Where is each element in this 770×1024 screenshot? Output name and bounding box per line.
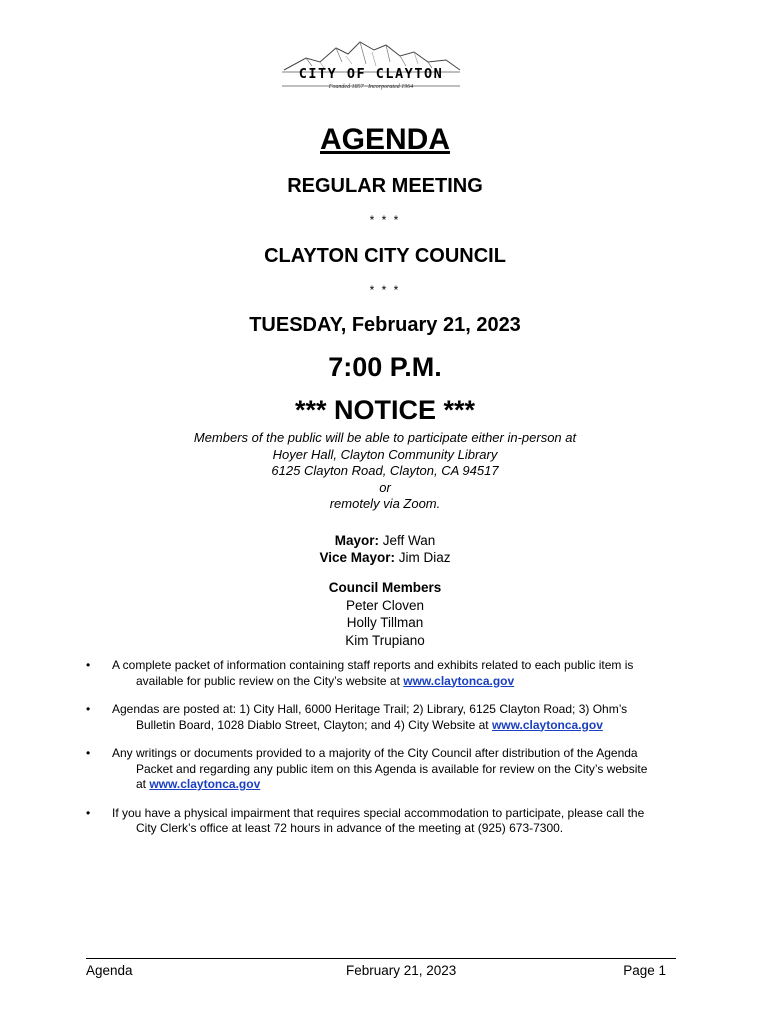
vice-mayor-line [0,549,770,566]
officers [0,532,770,566]
bullet-icon: • [86,702,91,716]
list-item [86,806,680,837]
notice-line: Members of the public will be able to participate either in-person at [193,430,577,445]
page-title: AGENDA [319,123,450,156]
council-members [0,579,770,649]
council-members-heading: Council Members [328,580,442,595]
mayor-line [0,532,770,549]
council-name: CLAYTON CITY COUNCIL [264,245,506,267]
notice-heading: *** NOTICE *** [294,395,476,425]
list-item [86,658,680,689]
list-item-text: Bulletin Board, 1028 Diablo Street, Clayton; and 4) City Website at [136,717,492,732]
list-item-text: available for public review on the City’s website at [136,673,404,688]
notice-text [0,430,770,513]
meeting-type: REGULAR MEETING [287,175,483,197]
notice-line: remotely via Zoom. [329,496,441,511]
footer-page-number: Page 1 [623,963,666,978]
notice-line: 6125 Clayton Road, Clayton, CA 94517 [271,463,499,478]
separator: * * * [369,283,401,297]
logo-subtitle: Founded 1857 · Incorporated 1964 [328,84,414,90]
list-item [86,702,680,733]
list-item-text: A complete packet of information containing staff reports and exhibits related to each public item is [112,658,634,672]
list-item-text: Packet and regarding any public item on this Agenda is available for review on the City’s website [136,761,648,776]
website-link[interactable]: www.claytonca.gov [149,777,261,791]
vice-mayor-name: Jim Diaz [398,550,451,565]
mayor-name: Jeff Wan [382,533,436,548]
website-link[interactable]: www.claytonca.gov [403,673,515,688]
logo-wordmark: CITY OF CLAYTON [298,66,444,82]
council-member: Peter Cloven [345,597,425,613]
list-item-text: City Clerk’s office at least 72 hours in advance of the meeting at (925) 673-7300. [136,821,564,835]
notice-line: Hoyer Hall, Clayton Community Library [272,446,498,462]
meeting-time: 7:00 P.M. [328,352,442,382]
mayor-label: Mayor: [334,533,379,548]
website-link[interactable]: www.claytonca.gov [491,717,603,732]
notice-line: or [379,479,391,495]
bullet-icon: • [86,658,91,672]
list-item-text: If you have a physical impairment that requires special accommodation to participate, please call the [112,805,645,820]
bullet-icon: • [86,805,91,820]
city-logo [276,36,466,98]
list-item-text: at [136,777,150,791]
council-member: Kim Trupiano [345,632,425,648]
list-item [86,746,680,793]
vice-mayor-label: Vice Mayor: [319,550,395,565]
separator: * * * [369,213,401,227]
footer-doc-name: Agenda [86,963,133,978]
council-member: Holly Tillman [346,615,424,630]
footer-date: February 21, 2023 [346,963,457,978]
notes-list [86,658,680,850]
list-item-text: Agendas are posted at: 1) City Hall, 6000 Heritage Trail; 2) Library, 6125 Clayton Road; 3) Ohm’s [112,702,628,716]
meeting-date: TUESDAY, February 21, 2023 [249,314,521,336]
list-item-text: Any writings or documents provided to a majority of the City Council after distribution of the Agenda [112,746,638,760]
footer-divider [86,958,676,959]
bullet-icon: • [86,746,91,760]
